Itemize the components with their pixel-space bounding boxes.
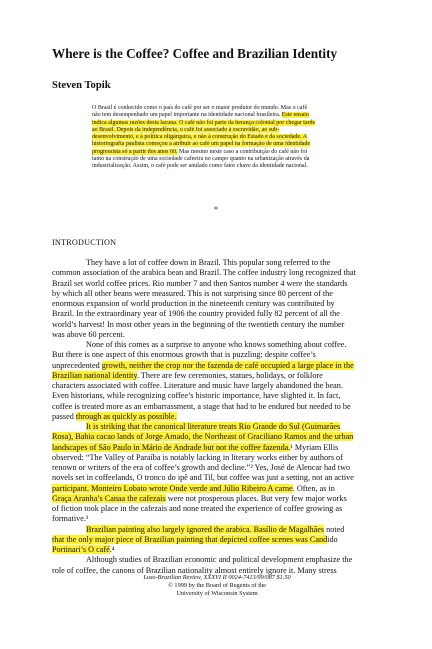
body-line (52, 258, 382, 268)
text-segment: formative.³ (52, 514, 89, 524)
text-segment: world’s harvest! In most other years in the beginning of the twentieth century the number (52, 319, 345, 329)
abstract-line (92, 149, 336, 156)
highlighted-text: ao Brasil. Depois da independência, o café foi associado à escravidão, ao sub- (92, 126, 280, 133)
text-segment: were not prosperous places. But very few major works (165, 493, 347, 503)
page-footer (52, 574, 382, 598)
text-segment: Although studies of Brazilian economic and political development emphasize the (86, 555, 353, 565)
text-segment: ¹ Myriam Ellis (290, 442, 339, 452)
highlighted-text: Rosa), Bahia cacao lands of Jorge Amado, the Northeast of Graciliano Ramos and the urban (52, 432, 354, 442)
text-segment: Even historians, while recognizing coffee’s historic importance, have slighted it. In fact, (52, 391, 341, 401)
body-line (52, 402, 382, 412)
abstract-line (92, 141, 336, 148)
text-segment: by which all other beans were measured. This is not surprising since 80 percent of the (52, 288, 333, 298)
text-segment: não tem desempenhado um papel importante na identidade nacional brasileira. (92, 112, 282, 119)
body-line (52, 494, 382, 504)
abstract-line (92, 120, 336, 127)
text-segment: unprecedented (52, 360, 102, 370)
text-segment: observed: “The Valley of Paraíba is notably lacking in literary works either by authors of (52, 452, 343, 462)
text-segment: ido (327, 534, 338, 544)
text-segment: passed (52, 411, 76, 421)
text-segment: . Often, as in (292, 483, 335, 493)
text-segment: O Brasil é conhecido como o país do café por ser o maior produtor do mundo. Mas o café (92, 105, 308, 111)
text-segment: common association of the arabica bean and Brazil. The coffee industry long recognized that (52, 268, 356, 278)
text-segment: characters associated with coffee. Literature and music have largely abandoned the bean. (52, 381, 343, 390)
highlighted-text: that the only major piece of Brazilian painting that depicted coffee scenes was Cand (52, 534, 328, 544)
highlighted-text: Portinari’s O café (52, 545, 110, 554)
text-segment: of fiction took place in the cafezais and none treated the experience of coffee growing as (52, 504, 343, 513)
abstract (92, 105, 336, 171)
body-line (52, 268, 382, 278)
text-segment: Brazil. In the extraordinary year of 1906 the country provided fully 82 percent of all the (52, 309, 340, 319)
abstract-line (92, 127, 336, 134)
body-line (52, 340, 382, 350)
body-line (52, 309, 382, 319)
abstract-line (92, 163, 336, 170)
body-line (52, 391, 382, 401)
text-segment: Brazil set world coffee prices. Rio number 7 and then Santos number 4 were the standards (52, 278, 348, 288)
text-segment: But there is one aspect of this enormous growth that is puzzling: despite coffee’s (52, 350, 316, 360)
body-line (52, 514, 382, 524)
author-name: Steven Topik (52, 80, 111, 91)
body-line (52, 381, 382, 391)
body-line (52, 443, 382, 453)
body-line (52, 463, 382, 473)
text-segment: They have a lot of coffee down in Brazil. This popular song referred to the (86, 258, 331, 267)
highlighted-text: It is striking that the canonical literature treats Rio Grande do Sul (Guimarães (86, 422, 341, 431)
text-segment: noted (324, 524, 345, 534)
body-line (52, 361, 382, 371)
body-line (52, 350, 382, 360)
text-segment: renown or writers of the era of coffee’s growth and decline.”² Yes, José de Alencar had two (52, 463, 351, 472)
highlighted-text: progressista só a partir dos anos 60. (92, 148, 178, 155)
body-line (52, 422, 382, 432)
body-line (52, 279, 382, 289)
body-line (52, 525, 382, 535)
body-line (52, 299, 382, 309)
text-segment: None of this comes as a surprise to anyone who knows something about coffee. (86, 340, 347, 349)
abstract-line (92, 112, 336, 119)
highlighted-text: Graça Aranha’s Canaa the cafezais (52, 493, 166, 503)
highlighted-text: Brazilian national identity (52, 370, 137, 380)
footer-journal: Luso-Brazilian Review, XXXVI II 0024-7413/99/087 $1.50 (143, 574, 291, 581)
footer-copyright: © 1999 by the Board of Regents of the (168, 582, 266, 589)
body-line (52, 504, 382, 514)
body-line (52, 453, 382, 463)
section-separator: * (214, 205, 218, 214)
body-line (52, 432, 382, 442)
body-text (52, 258, 382, 576)
text-segment: novels set in coffeelands, O tronco do ipê and Til, but coffee was just a setting, not an active (52, 473, 354, 483)
text-segment: tanto na construção de uma sociedade cafeeira no campo quanto na urbanização através da (92, 156, 310, 163)
highlighted-text: historiografia paulista começou a atribuir ao café um papel na formação de uma identidade (92, 141, 311, 148)
highlighted-text: Este ensaio (281, 112, 309, 119)
highlighted-text: growth, neither the crop nor the fazenda de café occupied a large place in the (101, 360, 354, 370)
highlighted-text: desenvolvimento, e à política oligárquica, e não à construção do Estado e da sociedade. A (92, 134, 308, 141)
text-segment: industrialização. Assim, o café pode ser anulado como fator chave da identidade nacional. (92, 163, 308, 170)
body-line (52, 289, 382, 299)
text-segment: .⁴ (109, 545, 115, 554)
highlighted-text: participant. Monteiro Lobato wrote Onde verde and Júlio Ribeiro A carne (52, 483, 293, 493)
text-segment: was above 60 percent. (52, 329, 125, 339)
body-line (52, 535, 382, 545)
text-segment: . There are few ceremonies, statues, holidays, or folklore (136, 370, 323, 380)
highlighted-text: landscapes of São Paulo in Mário de Andrade but not the coffee fazenda. (52, 442, 291, 452)
abstract-line (92, 105, 336, 112)
body-line (52, 320, 382, 330)
text-segment: Mas mesmo neste caso a contribuição do café não foi (177, 148, 308, 155)
body-line (52, 473, 382, 483)
body-line (52, 545, 382, 555)
highlighted-text: through as quickly as possible. (75, 411, 177, 421)
body-line (52, 555, 382, 565)
body-line (52, 484, 382, 494)
text-segment: role of coffee, the canons of Brazilian nationality almost entirely ignore it. Many stress (52, 565, 337, 575)
section-heading: INTRODUCTION (52, 238, 117, 247)
highlighted-text: Brazilian painting also largely ignored the arabica. Basílio de Magalhães (86, 524, 325, 534)
highlighted-text: indica algumas razões desta lacuna. O café não foi parte da herança colonial por chegar tarde (92, 119, 316, 126)
body-line (52, 330, 382, 340)
footer-institution: University of Wisconsin System (176, 590, 258, 597)
text-segment: enormous expansion of world production in the nineteenth century was contributed by (52, 299, 335, 308)
article-title: Where is the Coffee? Coffee and Brazilian Identity (52, 46, 338, 61)
body-line (52, 371, 382, 381)
text-segment: coffee is treated more as an embarrassment, a stage that had to be endured but needed to be (52, 401, 351, 411)
body-line (52, 412, 382, 422)
